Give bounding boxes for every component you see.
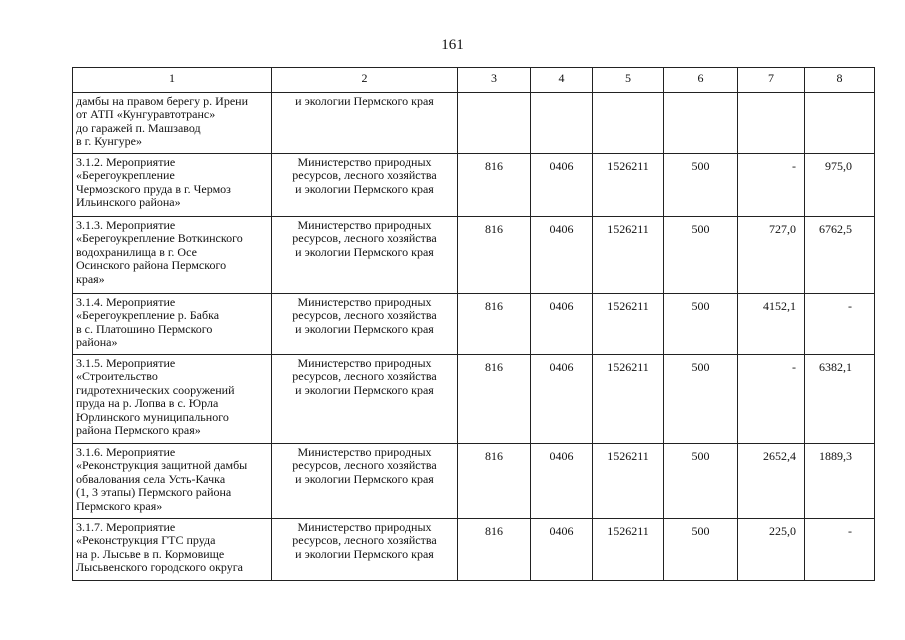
table-header — [73, 68, 875, 93]
executor-cell: Министерство природных ресурсов, лесного хозяйства и экологии Пермского края — [272, 444, 458, 519]
amount-cell-col8: 6382,1 — [805, 355, 875, 444]
measure-name-cell: 3.1.5. Мероприятие «Строительство гидротехнических сооружений пруда на р. Лопва в с. Юрла Юрлинского муниципального района Пермского края» — [73, 355, 272, 444]
budget-table — [72, 67, 875, 581]
target-article-cell: 1526211 — [593, 519, 664, 581]
column-header: 4 — [531, 68, 593, 93]
code-cell: 816 — [458, 217, 531, 294]
amount-cell-col7: - — [738, 154, 805, 217]
code-cell: 816 — [458, 355, 531, 444]
amount-cell-col8: 6762,5 — [805, 217, 875, 294]
target-article-cell: 1526211 — [593, 294, 664, 355]
target-article-cell — [593, 93, 664, 154]
code-cell — [458, 93, 531, 154]
amount-cell-col8: - — [805, 294, 875, 355]
table-body — [73, 93, 875, 581]
column-header: 3 — [458, 68, 531, 93]
measure-name-cell: 3.1.7. Мероприятие «Реконструкция ГТС пруда на р. Лысьве в п. Кормовище Лысьвенского городского округа — [73, 519, 272, 581]
amount-cell-col7 — [738, 93, 805, 154]
executor-cell: Министерство природных ресурсов, лесного хозяйства и экологии Пермского края — [272, 519, 458, 581]
page-number: 161 — [441, 37, 464, 53]
expense-type-cell — [664, 93, 738, 154]
executor-cell: и экологии Пермского края — [272, 93, 458, 154]
measure-name-cell: 3.1.4. Мероприятие «Берегоукрепление р. Бабка в с. Платошино Пермского района» — [73, 294, 272, 355]
column-header: 2 — [272, 68, 458, 93]
target-article-cell: 1526211 — [593, 154, 664, 217]
amount-cell-col8 — [805, 93, 875, 154]
expense-type-cell: 500 — [664, 154, 738, 217]
code-cell: 816 — [458, 444, 531, 519]
section-cell — [531, 93, 593, 154]
amount-cell-col7: 225,0 — [738, 519, 805, 581]
amount-cell-col7: 727,0 — [738, 217, 805, 294]
code-cell: 816 — [458, 294, 531, 355]
column-header: 5 — [593, 68, 664, 93]
column-header: 1 — [73, 68, 272, 93]
table-row — [73, 444, 875, 519]
header-row — [73, 68, 875, 93]
section-cell: 0406 — [531, 154, 593, 217]
target-article-cell: 1526211 — [593, 444, 664, 519]
expense-type-cell: 500 — [664, 355, 738, 444]
amount-cell-col8: 1889,3 — [805, 444, 875, 519]
expense-type-cell: 500 — [664, 519, 738, 581]
table-row — [73, 355, 875, 444]
section-cell: 0406 — [531, 355, 593, 444]
table-row — [73, 519, 875, 581]
amount-cell-col8: - — [805, 519, 875, 581]
amount-cell-col8: 975,0 — [805, 154, 875, 217]
amount-cell-col7: - — [738, 355, 805, 444]
measure-name-cell: 3.1.6. Мероприятие «Реконструкция защитной дамбы обвалования села Усть-Качка (1, 3 этапы) Пермского района Пермского края» — [73, 444, 272, 519]
amount-cell-col7: 4152,1 — [738, 294, 805, 355]
column-header: 8 — [805, 68, 875, 93]
executor-cell: Министерство природных ресурсов, лесного хозяйства и экологии Пермского края — [272, 217, 458, 294]
target-article-cell: 1526211 — [593, 217, 664, 294]
section-cell: 0406 — [531, 294, 593, 355]
target-article-cell: 1526211 — [593, 355, 664, 444]
code-cell: 816 — [458, 154, 531, 217]
column-header: 7 — [738, 68, 805, 93]
executor-cell: Министерство природных ресурсов, лесного хозяйства и экологии Пермского края — [272, 294, 458, 355]
expense-type-cell: 500 — [664, 294, 738, 355]
table-row — [73, 154, 875, 217]
measure-name-cell: 3.1.2. Мероприятие «Берегоукрепление Чермозского пруда в г. Чермоз Ильинского района» — [73, 154, 272, 217]
table-row — [73, 294, 875, 355]
section-cell: 0406 — [531, 217, 593, 294]
table-row — [73, 93, 875, 154]
code-cell: 816 — [458, 519, 531, 581]
expense-type-cell: 500 — [664, 217, 738, 294]
section-cell: 0406 — [531, 444, 593, 519]
executor-cell: Министерство природных ресурсов, лесного хозяйства и экологии Пермского края — [272, 355, 458, 444]
table-row — [73, 217, 875, 294]
measure-name-cell: дамбы на правом берегу р. Ирени от АТП «Кунгуравтотранс» до гаражей п. Машзавод в г. Кунгуре» — [73, 93, 272, 154]
expense-type-cell: 500 — [664, 444, 738, 519]
executor-cell: Министерство природных ресурсов, лесного хозяйства и экологии Пермского края — [272, 154, 458, 217]
column-header: 6 — [664, 68, 738, 93]
measure-name-cell: 3.1.3. Мероприятие «Берегоукрепление Воткинского водохранилища в г. Осе Осинского района Пермского края» — [73, 217, 272, 294]
section-cell: 0406 — [531, 519, 593, 581]
amount-cell-col7: 2652,4 — [738, 444, 805, 519]
